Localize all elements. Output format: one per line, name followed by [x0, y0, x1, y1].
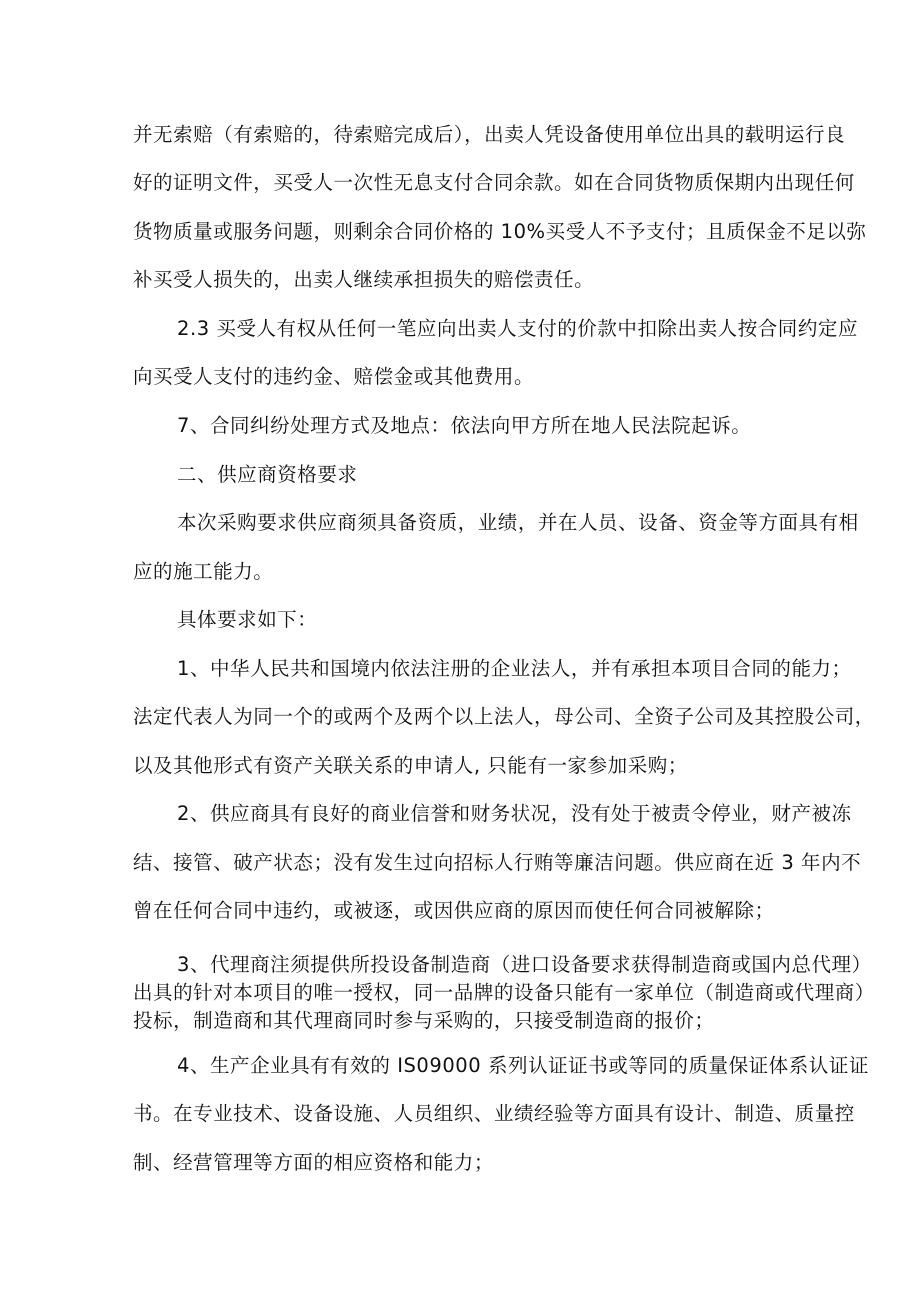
text-line: 7、合同纠纷处理方式及地点：依法向甲方所在地人民法院起诉。 [177, 414, 752, 437]
text-line: 3、代理商注须提供所投设备制造商（进口设备要求获得制造商或国内总代理） [177, 953, 872, 976]
text-line: 应的施工能力。 [133, 560, 274, 583]
text-line: 曾在任何合同中违约，或被逐，或因供应商的原因而使任何合同被解除； [133, 899, 775, 922]
text-line: 结、接管、破产状态；没有发生过向招标人行贿等廉洁问题。供应商在近 3 年内不 [133, 851, 862, 874]
text-line: 向买受人支付的违约金、赔偿金或其他费用。 [133, 365, 535, 388]
text-line: 货物质量或服务问题，则剩余合同价格的 10%买受人不予支付；且质保金不足以弥 [133, 220, 867, 243]
section-heading: 二、供应商资格要求 [177, 463, 358, 486]
text-line: 书。在专业技术、设备设施、人员组织、业绩经验等方面具有设计、制造、质量控 [133, 1102, 855, 1125]
text-line: 补买受人损失的，出卖人继续承担损失的赔偿责任。 [133, 268, 595, 291]
text-line: 2、供应商具有良好的商业信誉和财务状况，没有处于被责令停业，财产被冻 [177, 802, 852, 825]
text-line: 本次采购要求供应商须具备资质，业绩，并在人员、设备、资金等方面具有相 [177, 511, 859, 534]
text-line: 法定代表人为同一个的或两个及两个以上法人，母公司、全资子公司及其控股公司， [133, 705, 875, 728]
text-line: 并无索赔（有索赔的，待索赔完成后），出卖人凭设备使用单位出具的载明运行良 [133, 123, 846, 146]
text-line: 1、中华人民共和国境内依法注册的企业法人，并有承担本项目合同的能力； [177, 657, 852, 680]
text-line: 4、生产企业具有有效的 IS09000 系列认证证书或等同的质量保证体系认证证 [177, 1054, 869, 1077]
text-line: 好的证明文件，买受人一次性无息支付合同余款。如在合同货物质保期内出现任何 [133, 171, 855, 194]
text-line: 投标，制造商和其代理商同时参与采购的，只接受制造商的报价； [133, 1009, 715, 1032]
text-line: 制、经营管理等方面的相应资格和能力； [133, 1151, 494, 1174]
text-line: 以及其他形式有资产关联关系的申请人, 只能有一家参加采购； [133, 754, 688, 777]
text-line: 2.3 买受人有权从任何一笔应向出卖人支付的价款中扣除出卖人按合同约定应 [177, 317, 859, 340]
text-line: 具体要求如下： [177, 608, 318, 631]
text-line: 出具的针对本项目的唯一授权，同一品牌的设备只能有一家单位（制造商或代理商） [133, 981, 875, 1004]
